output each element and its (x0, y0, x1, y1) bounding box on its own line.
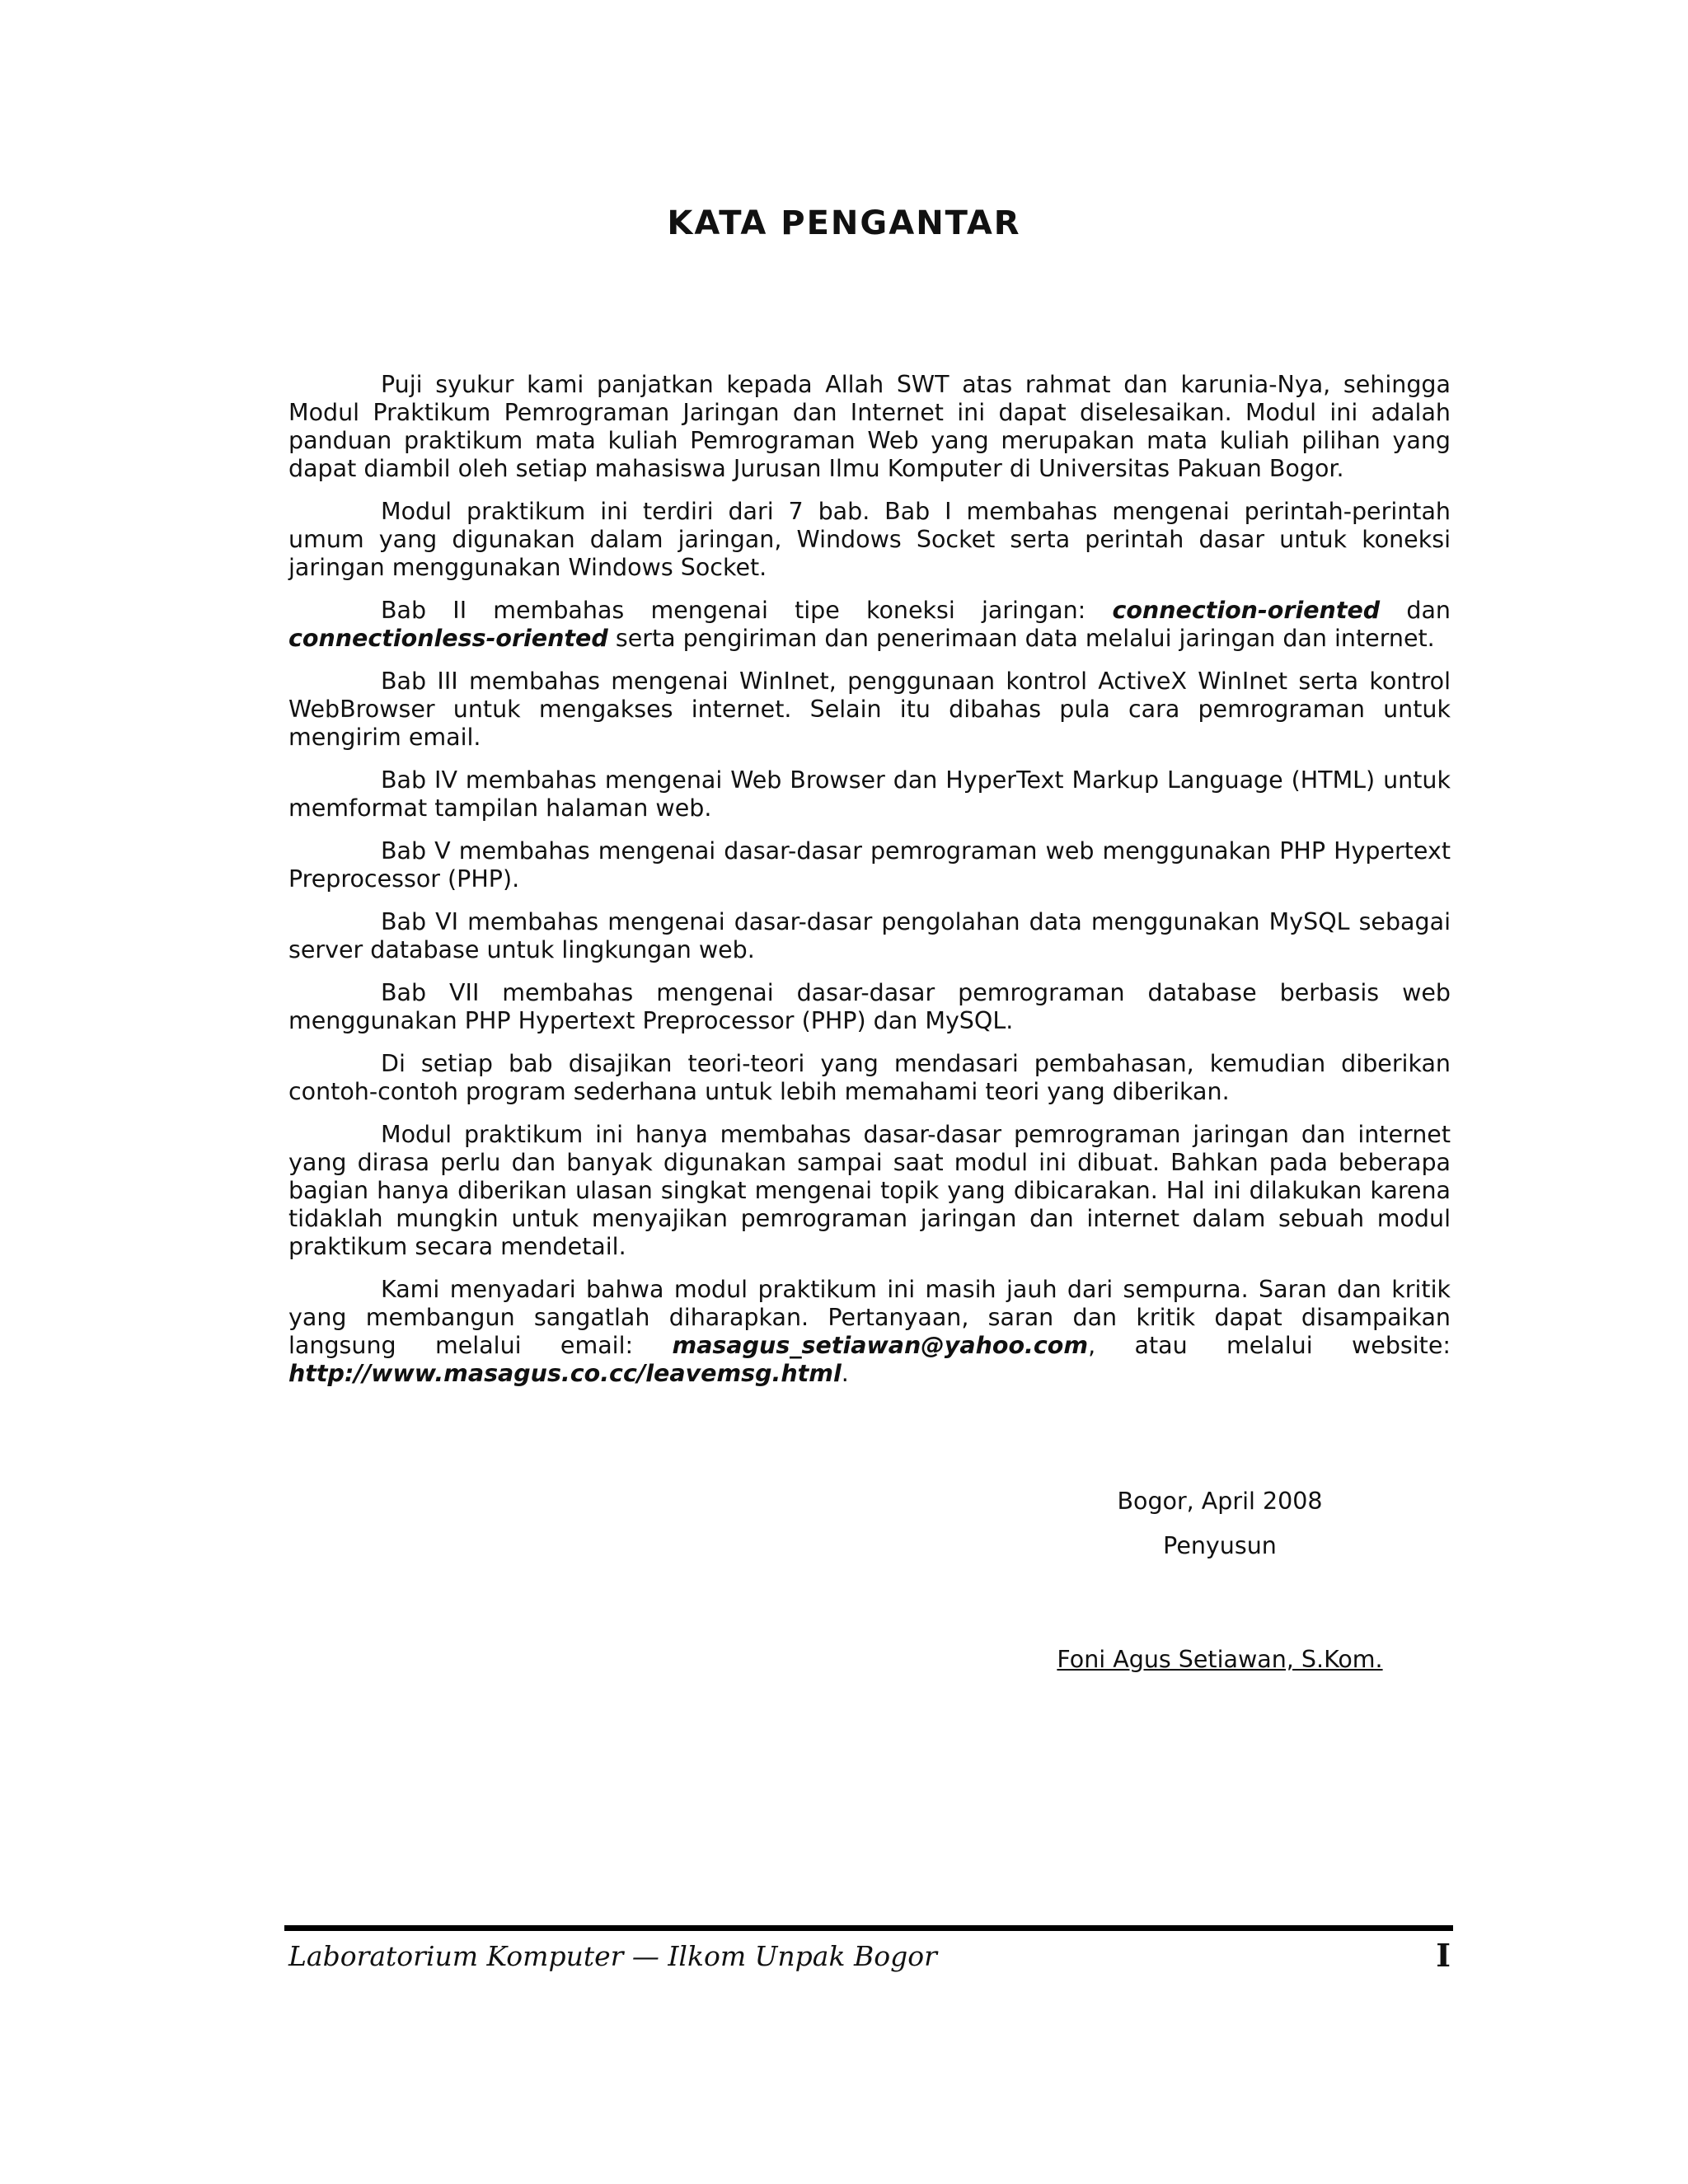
paragraph-2: Modul praktikum ini terdiri dari 7 bab. Bab I membahas mengenai perintah-perintah umum yang digunakan dalam jaringan, Windows Socket serta perintah dasar untuk koneksi jaringan menggunakan Windows Socket. (288, 498, 1451, 581)
paragraph-3 (288, 597, 1451, 653)
signature-block (1014, 1488, 1426, 1674)
term-connection-oriented: connection-oriented (1112, 597, 1381, 624)
email-address: masagus_setiawan@yahoo.com (672, 1332, 1089, 1359)
footer-divider (284, 1925, 1453, 1931)
paragraph-3-text-c: serta pengiriman dan penerimaan data melalui jaringan dan internet. (607, 625, 1435, 652)
paragraph-4: Bab III membahas mengenai WinInet, penggunaan kontrol ActiveX WinInet serta kontrol WebBrowser untuk mengakses internet. Selain itu dibahas pula cara pemrograman untuk mengirim email. (288, 668, 1451, 751)
paragraph-10: Modul praktikum ini hanya membahas dasar-dasar pemrograman jaringan dan internet yang dirasa perlu dan banyak digunakan sampai saat modul ini dibuat. Bahkan pada beberapa bagian hanya diberikan ulasan singkat mengenai topik yang dibicarakan. Hal ini dilakukan karena tidaklah mungkin untuk menyajikan pemrograman jaringan dan internet dalam sebuah modul praktikum secara mendetail. (288, 1121, 1451, 1260)
paragraph-6: Bab V membahas mengenai dasar-dasar pemrograman web menggunakan PHP Hypertext Preprocessor (PHP). (288, 837, 1451, 893)
paragraph-3-text-b: dan (1380, 597, 1451, 624)
signature-role: Penyusun (1163, 1532, 1277, 1559)
body-text (288, 371, 1451, 1403)
paragraph-7: Bab VI membahas mengenai dasar-dasar pengolahan data menggunakan MySQL sebagai server database untuk lingkungan web. (288, 908, 1451, 963)
paragraph-5: Bab IV membahas mengenai Web Browser dan HyperText Markup Language (HTML) untuk memformat tampilan halaman web. (288, 766, 1451, 822)
paragraph-9: Di setiap bab disajikan teori-teori yang mendasari pembahasan, kemudian diberikan contoh-contoh program sederhana untuk lebih memahami teori yang diberikan. (288, 1050, 1451, 1105)
place-date: Bogor, April 2008 (1117, 1488, 1323, 1515)
paragraph-11-text-b: , atau melalui website: (1088, 1332, 1451, 1359)
paragraph-1: Puji syukur kami panjatkan kepada Allah SWT atas rahmat dan karunia-Nya, sehingga Modul Praktikum Pemrograman Jaringan dan Internet ini dapat diselesaikan. Modul ini adalah panduan praktikum mata kuliah Pemrograman Web yang merupakan mata kuliah pilihan yang dapat diambil oleh setiap mahasiswa Jurusan Ilmu Komputer di Universitas Pakuan Bogor. (288, 371, 1451, 482)
paragraph-8: Bab VII membahas mengenai dasar-dasar pemrograman database berbasis web menggunakan PHP Hypertext Preprocessor (PHP) dan MySQL. (288, 979, 1451, 1034)
paragraph-11 (288, 1276, 1451, 1388)
paragraph-3-text-a: Bab II membahas mengenai tipe koneksi jaringan: (381, 597, 1113, 624)
page-title: KATA PENGANTAR (667, 204, 1021, 242)
author-name: Foni Agus Setiawan, S.Kom. (1057, 1646, 1383, 1673)
footer-lab-name: Laboratorium Komputer — Ilkom Unpak Bogor (288, 1940, 937, 1972)
paragraph-11-text-c: . (841, 1360, 849, 1387)
page-number: I (1436, 1937, 1451, 1974)
paragraph-11-text-a: Kami menyadari bahwa modul praktikum ini masih jauh dari sempurna. Saran dan kritik yang membangun sangatlah diharapkan. Pertanyaan, saran dan kritik dapat disampaikan langsung melalui email: (288, 1276, 1451, 1359)
term-connectionless-oriented: connectionless-oriented (288, 625, 608, 652)
website-url: http://www.masagus.co.cc/leavemsg.html (288, 1360, 842, 1387)
